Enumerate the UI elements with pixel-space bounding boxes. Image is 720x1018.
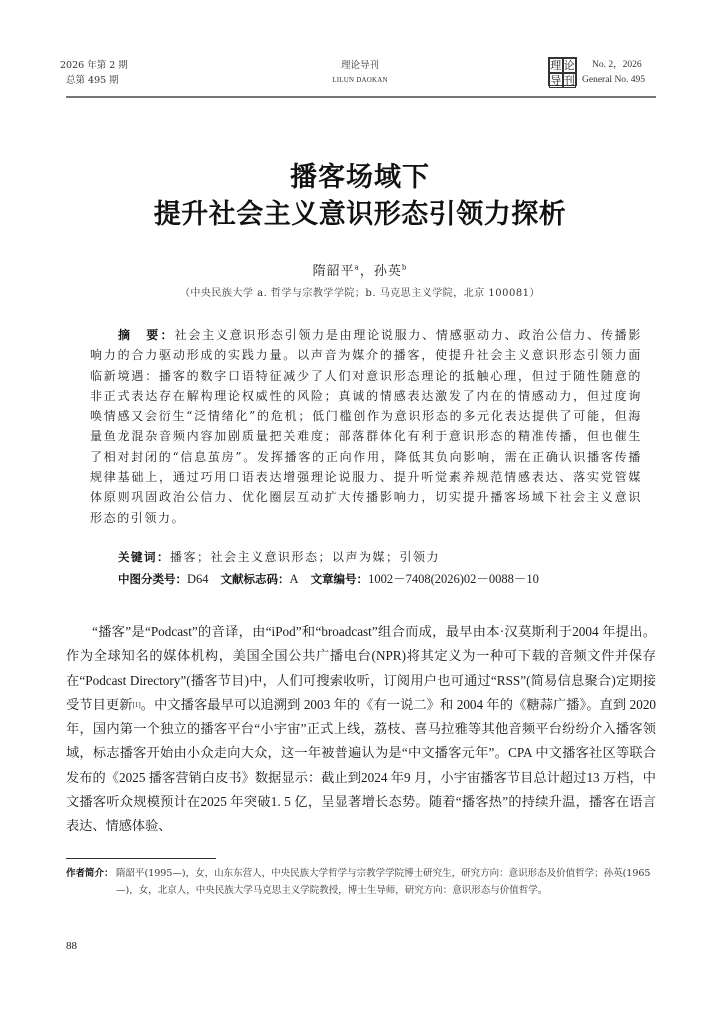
doc-code-label: 文献标志码： — [220, 572, 290, 586]
body-text — [66, 620, 656, 839]
journal-logo — [548, 57, 577, 86]
issue-number-en: No. 2，2026 — [592, 60, 642, 70]
body-text-part: 。中文播客最早可以追溯到 2003 年的《有一说二》和 2004 年的《糖蒜广播》。直到 2020 年，国内第一个独立的播客平台“小宇宙”正式上线，荔枝、喜马拉雅等其他音频平台纷纷介入播客领域，标志播客开始由小众走向大众，这一年被普遍认为是“中文播客元年”。CPA 中文播客社区等联合发布的《2025 播客营销白皮书》数据显示：截止到2024 年9 月，小宇宙播客节目总计超过13 万档，中文播客听众规模预计在2025 年突破1. 5 亿，呈显著增长态势。随着“播客热”的持续升温，播客在语言表达、情感体验、 — [66, 696, 657, 834]
author-bio-footnote — [66, 866, 656, 899]
doc-code-value: A — [289, 572, 299, 586]
footnote-text: 隋韶平(1995—)，女，山东东营人，中央民族大学哲学与宗教学学院博士研究生，研究方向：意识形态及价值哲学；孙英(1965—)，女，北京人，中央民族大学马克思主义学院教授，博士生导师，研究方向：意识形态与价值哲学。 — [116, 868, 651, 896]
journal-name-cn: 理论导刊 — [340, 60, 379, 71]
keywords — [118, 548, 440, 565]
footnote-label: 作者简介： — [66, 868, 114, 879]
body-paragraph — [66, 620, 656, 839]
article-title-line2: 提升社会主义意识形态引领力探析 — [153, 199, 567, 230]
journal-name-en: LILUN DAOKAN — [332, 76, 388, 84]
logo-char: 理 — [550, 59, 562, 72]
body-text-part: “播客”是“Podcast”的音译，由“iPod”和“broadcast”组合而成，最早由本·汉莫斯利于2004 年提出。作为全球知名的媒体机构，美国全国公共广播电台(NPR)将其定义为一种可下载的音频文件并保存在“Podcast Directory”(播客节目)中，人们可搜索收听，订阅用户也可通过“RSS”(简易信息聚合)定期接受节目更新 — [66, 624, 656, 712]
author-line — [0, 260, 720, 279]
article-no-label: 文章编号： — [310, 572, 369, 586]
keywords-label: 关键词： — [118, 550, 170, 564]
issue-year-number: 2026 年第 2 期 — [60, 60, 128, 71]
author-affil-mark: a — [354, 263, 360, 272]
general-number-en: General No. 495 — [582, 75, 646, 85]
clc-label: 中图分类号： — [118, 572, 187, 586]
footnote-divider — [66, 858, 216, 859]
abstract — [90, 325, 642, 528]
author-separator: ， — [359, 264, 374, 279]
abstract-text: 社会主义意识形态引领力是由理论说服力、情感驱动力、政治公信力、传播影响力的合力驱动形成的实践力量。以声音为媒介的播客，使提升社会主义意识形态引领力面临新境遇：播客的数字口语特征减少了人们对意识形态理论的抵触心理，但过于随性随意的非正式表达存在解构理论权威性的风险；真诚的情感表达激发了内在的情感动力，但过度询唤情感又会衍生“泛情绪化”的危机；低门槛创作为意识形态的多元化表达提供了可能，但海量鱼龙混杂音频内容加剧质量把关难度；部落群体化有利于意识形态的精准传播，但也催生了相对封闭的“信息茧房”。发挥播客的正向作用，降低其负向影响，需在正确认识播客传播规律基础上，通过巧用口语表达增强理论说服力、提升听觉素养规范情感表达、落实党管媒体原则巩固政治公信力、优化圈层互动扩大传播影响力，切实提升播客场域下社会主义意识形态的引领力。 — [90, 328, 642, 525]
author-affil-mark: b — [401, 263, 408, 272]
header-divider — [66, 96, 656, 98]
author-name: 孙英 — [373, 264, 402, 279]
issue-info-en — [582, 58, 645, 88]
logo-char: 刊 — [563, 74, 575, 87]
logo-char: 导 — [550, 74, 562, 87]
keywords-text: 播客；社会主义意识形态；以声为媒；引领力 — [170, 550, 441, 564]
clc-value: D64 — [187, 572, 209, 586]
citation-ref[interactable]: [1] — [132, 700, 141, 709]
classification-line — [118, 569, 539, 587]
article-title-line1: 播客场域下 — [290, 162, 430, 193]
issue-total-number: 总第 495 期 — [66, 75, 119, 86]
article-no-value: 1002－7408(2026)02－0088－10 — [368, 572, 539, 586]
affiliation: （中央民族大学 a. 哲学与宗教学学院；b. 马克思主义学院，北京 100081） — [179, 288, 541, 299]
author-name: 隋韶平 — [312, 264, 355, 279]
logo-char: 论 — [563, 59, 575, 72]
abstract-label: 摘 要： — [118, 328, 175, 342]
page-number: 88 — [66, 940, 77, 952]
